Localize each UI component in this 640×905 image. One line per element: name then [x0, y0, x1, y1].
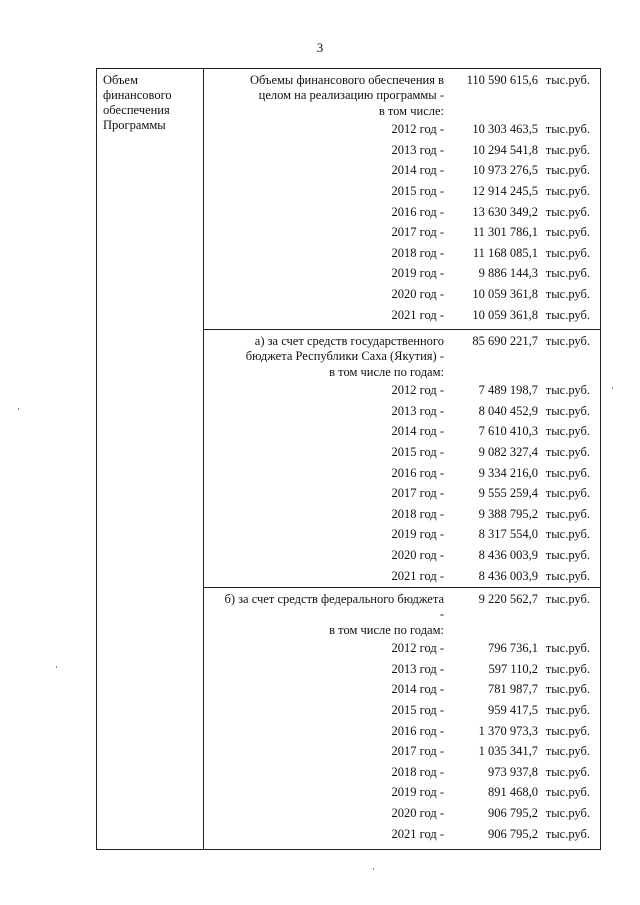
scan-speck	[56, 666, 57, 668]
year-value: 906 795,2	[488, 826, 538, 841]
year-row	[204, 401, 600, 422]
year-value: 10 973 276,5	[472, 163, 538, 178]
year-row	[204, 160, 600, 181]
year-value: 10 059 361,8	[472, 287, 538, 302]
unit-label: тыс.руб.	[545, 73, 590, 87]
year-label: 2021 год -	[391, 568, 444, 583]
year-label: 2020 год -	[391, 287, 444, 302]
unit-label: тыс.руб.	[545, 661, 590, 676]
unit-label: тыс.руб.	[545, 266, 590, 281]
unit-label: тыс.руб.	[545, 826, 590, 841]
section-title: б) за счет средств федерального бюджета - в том числе по годам:	[224, 592, 444, 637]
scan-speck	[612, 387, 613, 389]
unit-label: тыс.руб.	[545, 334, 590, 348]
year-value: 9 886 144,3	[478, 266, 538, 281]
year-row	[204, 679, 600, 700]
year-label: 2012 год -	[391, 383, 444, 397]
unit-label: тыс.руб.	[545, 723, 590, 738]
year-value: 597 110,2	[488, 661, 538, 676]
year-label: 2017 год -	[391, 744, 444, 759]
year-value: 11 168 085,1	[472, 245, 538, 260]
year-value: 1 035 341,7	[478, 744, 538, 759]
year-value: 9 555 259,4	[478, 486, 538, 501]
unit-label: тыс.руб.	[545, 383, 590, 397]
year-row	[204, 659, 600, 680]
year-label: 2015 год -	[391, 444, 444, 459]
year-value: 10 303 463,5	[472, 122, 538, 136]
year-value: 7 610 410,3	[478, 424, 538, 439]
financing-table	[96, 68, 601, 850]
unit-label: тыс.руб.	[545, 245, 590, 260]
year-label: 2018 год -	[391, 506, 444, 521]
year-label: 2012 год -	[391, 122, 444, 136]
page-number: 3	[316, 40, 324, 55]
year-value: 891 468,0	[488, 785, 538, 800]
year-value: 9 334 216,0	[478, 465, 538, 480]
year-label: 2014 год -	[391, 682, 444, 697]
unit-label: тыс.руб.	[545, 764, 590, 779]
section-title: Объемы финансового обеспечения в целом на реализацию программы - в том числе:	[249, 73, 444, 118]
section-header	[204, 69, 600, 119]
section-total: 110 590 615,6	[466, 73, 538, 87]
unit-label: тыс.руб.	[545, 548, 590, 563]
unit-label: тыс.руб.	[545, 806, 590, 821]
year-label: 2021 год -	[391, 307, 444, 322]
year-row	[204, 824, 600, 845]
values-column	[204, 69, 600, 849]
year-value: 9 082 327,4	[478, 444, 538, 459]
year-label: 2019 год -	[391, 527, 444, 542]
year-row	[204, 140, 600, 161]
year-value: 9 388 795,2	[478, 506, 538, 521]
unit-label: тыс.руб.	[545, 225, 590, 240]
unit-label: тыс.руб.	[545, 424, 590, 439]
scan-speck	[373, 868, 374, 870]
year-value: 13 630 349,2	[472, 204, 538, 219]
unit-label: тыс.руб.	[545, 183, 590, 198]
unit-label: тыс.руб.	[545, 486, 590, 501]
unit-label: тыс.руб.	[545, 568, 590, 583]
year-value: 781 987,7	[488, 682, 538, 697]
year-label: 2019 год -	[391, 785, 444, 800]
year-row	[204, 181, 600, 202]
scan-speck	[18, 408, 19, 410]
year-label: 2018 год -	[391, 764, 444, 779]
section-total: 9 220 562,7	[478, 592, 538, 606]
funding-section	[204, 587, 600, 844]
year-value: 10 294 541,8	[472, 142, 538, 157]
unit-label: тыс.руб.	[545, 592, 590, 606]
year-row	[204, 421, 600, 442]
year-value: 12 914 245,5	[472, 183, 538, 198]
year-value: 1 370 973,3	[478, 723, 538, 738]
year-label: 2021 год -	[391, 826, 444, 841]
year-row	[204, 782, 600, 803]
year-row	[204, 442, 600, 463]
year-row	[204, 380, 600, 401]
year-value: 959 417,5	[488, 702, 538, 717]
year-row	[204, 305, 600, 326]
unit-label: тыс.руб.	[545, 527, 590, 542]
year-label: 2012 год -	[391, 641, 444, 655]
year-value: 796 736,1	[488, 641, 538, 655]
unit-label: тыс.руб.	[545, 465, 590, 480]
unit-label: тыс.руб.	[545, 287, 590, 302]
year-label: 2013 год -	[391, 403, 444, 418]
year-label: 2014 год -	[391, 163, 444, 178]
program-financing-label: Объем финансового обеспечения Программы	[103, 73, 172, 132]
unit-label: тыс.руб.	[545, 744, 590, 759]
year-label: 2020 год -	[391, 548, 444, 563]
year-row	[204, 721, 600, 742]
year-label: 2016 год -	[391, 723, 444, 738]
year-row	[204, 222, 600, 243]
year-row	[204, 741, 600, 762]
funding-section	[204, 329, 600, 586]
year-row	[204, 638, 600, 659]
unit-label: тыс.руб.	[545, 444, 590, 459]
year-value: 8 317 554,0	[478, 527, 538, 542]
unit-label: тыс.руб.	[545, 702, 590, 717]
section-header	[204, 330, 600, 380]
year-row	[204, 119, 600, 140]
unit-label: тыс.руб.	[545, 122, 590, 136]
section-total: 85 690 221,7	[472, 334, 538, 348]
year-row	[204, 202, 600, 223]
year-row	[204, 284, 600, 305]
unit-label: тыс.руб.	[545, 641, 590, 655]
year-row	[204, 524, 600, 545]
year-label: 2019 год -	[391, 266, 444, 281]
year-label: 2015 год -	[391, 702, 444, 717]
year-row	[204, 762, 600, 783]
year-label: 2018 год -	[391, 245, 444, 260]
year-label: 2017 год -	[391, 486, 444, 501]
year-row	[204, 263, 600, 284]
year-row	[204, 504, 600, 525]
unit-label: тыс.руб.	[545, 163, 590, 178]
year-label: 2016 год -	[391, 465, 444, 480]
unit-label: тыс.руб.	[545, 785, 590, 800]
year-label: 2020 год -	[391, 806, 444, 821]
year-row	[204, 700, 600, 721]
unit-label: тыс.руб.	[545, 403, 590, 418]
year-value: 11 301 786,1	[472, 225, 538, 240]
year-label: 2017 год -	[391, 225, 444, 240]
year-row	[204, 803, 600, 824]
unit-label: тыс.руб.	[545, 682, 590, 697]
year-label: 2013 год -	[391, 661, 444, 676]
section-header	[204, 588, 600, 638]
year-label: 2015 год -	[391, 183, 444, 198]
year-label: 2014 год -	[391, 424, 444, 439]
unit-label: тыс.руб.	[545, 307, 590, 322]
year-value: 8 040 452,9	[478, 403, 538, 418]
funding-section	[204, 69, 600, 325]
unit-label: тыс.руб.	[545, 506, 590, 521]
year-value: 10 059 361,8	[472, 307, 538, 322]
year-row	[204, 566, 600, 587]
year-row	[204, 545, 600, 566]
section-title: а) за счет средств государственного бюджета Республики Саха (Якутия) - в том числе по годам:	[245, 334, 444, 379]
unit-label: тыс.руб.	[545, 142, 590, 157]
year-row	[204, 243, 600, 264]
year-label: 2013 год -	[391, 142, 444, 157]
year-value: 973 937,8	[488, 764, 538, 779]
year-row	[204, 483, 600, 504]
label-column	[97, 69, 204, 849]
year-label: 2016 год -	[391, 204, 444, 219]
year-value: 7 489 198,7	[478, 383, 538, 397]
year-value: 8 436 003,9	[478, 548, 538, 563]
year-value: 906 795,2	[488, 806, 538, 821]
unit-label: тыс.руб.	[545, 204, 590, 219]
year-row	[204, 463, 600, 484]
year-value: 8 436 003,9	[478, 568, 538, 583]
